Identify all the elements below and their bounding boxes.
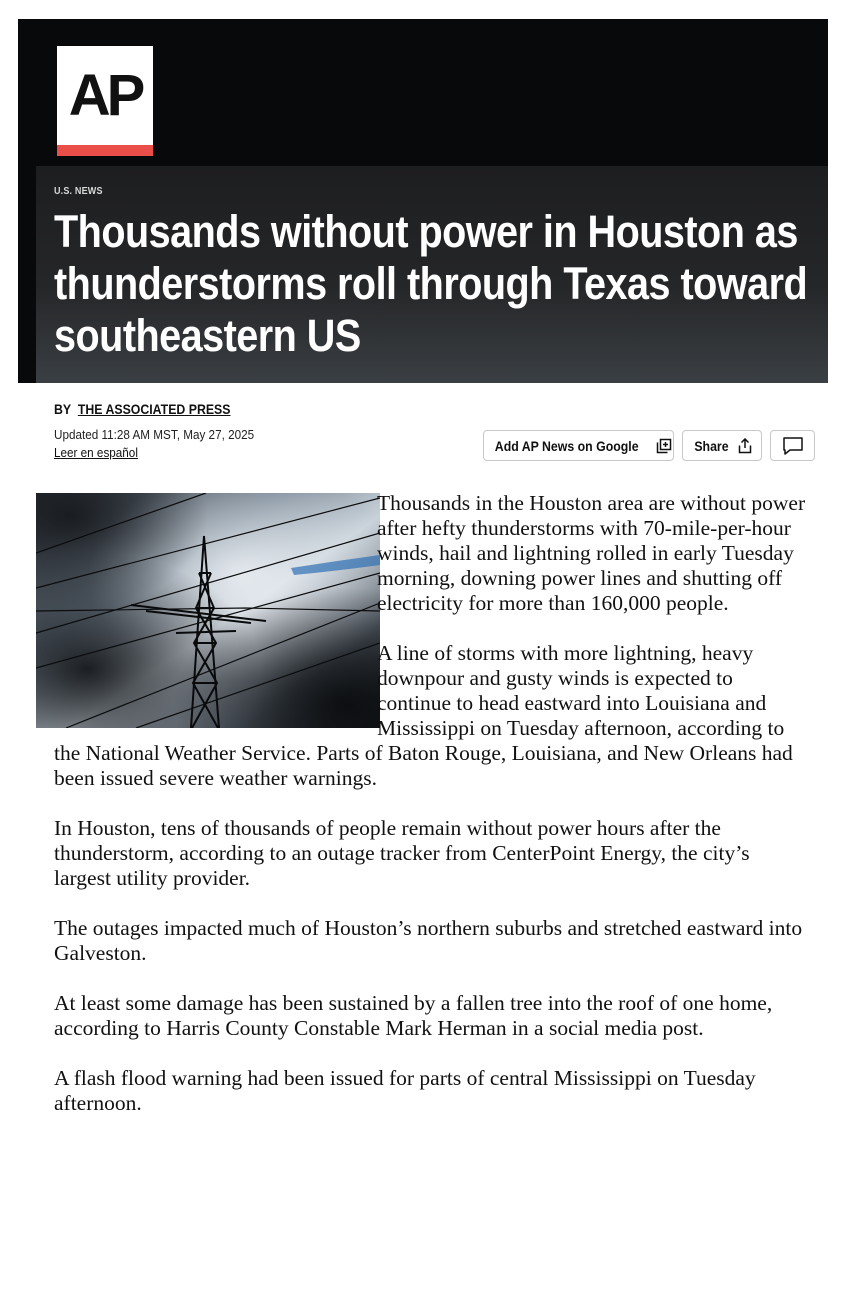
add-source-icon <box>656 438 672 454</box>
comment-icon <box>782 436 804 456</box>
logo-text: AP <box>68 63 142 128</box>
byline-author-link[interactable]: THE ASSOCIATED PRESS <box>77 401 231 417</box>
page-title: Thousands without power in Houston as thunderstorms roll through Texas toward southeastern US <box>54 206 808 361</box>
ap-logo[interactable] <box>57 46 153 156</box>
add-ap-google-label: Add AP News on Google <box>494 437 639 454</box>
updated-timestamp: Updated 11:28 AM MST, May 27, 2025 <box>54 427 255 442</box>
title-band <box>36 166 828 383</box>
spanish-link[interactable]: Leer en español <box>54 445 138 460</box>
article-body <box>54 491 810 1141</box>
add-ap-google-button[interactable] <box>483 430 674 461</box>
article-paragraph: A line of storms with more lightning, heavy downpour and gusty winds is expected to continue to head eastward into Louisiana and Mississippi on Tuesday afternoon, according to the National Weather Service. Parts of Baton Rouge, Louisiana, and New Orleans had been issued severe weather warnings. <box>54 641 793 790</box>
article-paragraph: The outages impacted much of Houston’s northern suburbs and stretched eastward into Galveston. <box>54 916 803 965</box>
photo-spacer <box>36 491 377 729</box>
article-paragraph: In Houston, tens of thousands of people remain without power hours after the thunderstorm, according to an outage tracker from CenterPoint Energy, the city’s largest utility provider. <box>54 816 750 890</box>
article-paragraph: A flash flood warning had been issued for parts of central Mississippi on Tuesday afternoon. <box>54 1066 756 1115</box>
share-label: Share <box>693 437 729 454</box>
logo-accent-bar <box>57 145 153 156</box>
section-label[interactable]: U.S. NEWS <box>54 186 103 197</box>
article-paragraph: Thousands in the Houston area are without power after hefty thunderstorms with 70-mile-per-hour winds, hail and lightning rolled in early Tuesday morning, downing power lines and shutting off electricity for more than 160,000 people. <box>377 491 806 615</box>
share-icon <box>738 438 752 454</box>
share-button[interactable] <box>682 430 762 461</box>
byline <box>54 401 230 417</box>
byline-prefix: BY <box>54 401 71 417</box>
article-paragraph: At least some damage has been sustained by a fallen tree into the roof of one home, according to Harris County Constable Mark Herman in a social media post. <box>54 991 773 1040</box>
comments-button[interactable] <box>770 430 815 461</box>
article-header <box>18 19 828 383</box>
